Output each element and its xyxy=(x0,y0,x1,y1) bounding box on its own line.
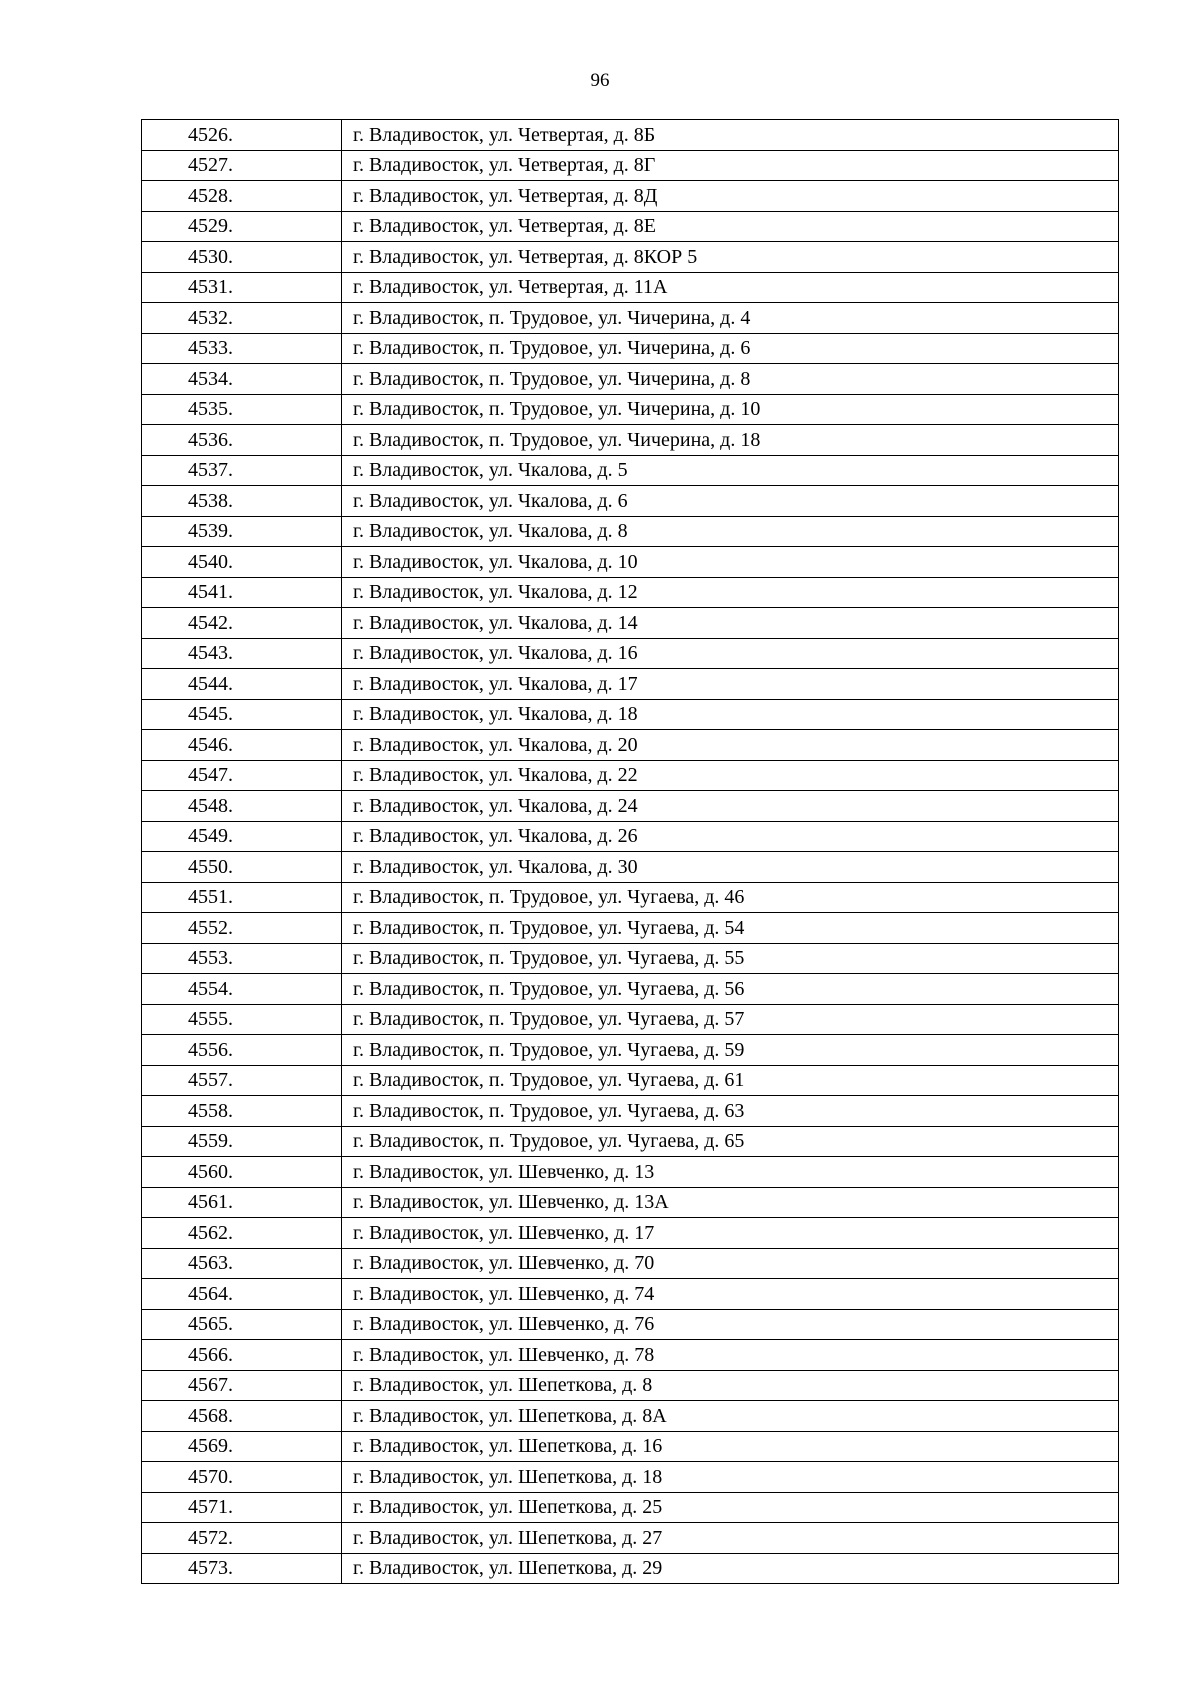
row-number: 4573. xyxy=(142,1553,342,1584)
table-row xyxy=(142,760,1119,791)
row-address: г. Владивосток, ул. Шевченко, д. 13А xyxy=(342,1187,1119,1218)
row-number: 4557. xyxy=(142,1065,342,1096)
row-number: 4540. xyxy=(142,547,342,578)
row-number: 4530. xyxy=(142,242,342,273)
row-number: 4569. xyxy=(142,1431,342,1462)
row-address: г. Владивосток, ул. Чкалова, д. 24 xyxy=(342,791,1119,822)
table-row xyxy=(142,1004,1119,1035)
table-row xyxy=(142,730,1119,761)
row-address: г. Владивосток, ул. Четвертая, д. 8Г xyxy=(342,150,1119,181)
row-number: 4559. xyxy=(142,1126,342,1157)
row-address: г. Владивосток, ул. Шевченко, д. 74 xyxy=(342,1279,1119,1310)
table-row xyxy=(142,1187,1119,1218)
table-row xyxy=(142,1279,1119,1310)
row-number: 4565. xyxy=(142,1309,342,1340)
row-number: 4534. xyxy=(142,364,342,395)
table-row xyxy=(142,1248,1119,1279)
row-address: г. Владивосток, п. Трудовое, ул. Чичерина, д. 8 xyxy=(342,364,1119,395)
row-number: 4567. xyxy=(142,1370,342,1401)
row-number: 4545. xyxy=(142,699,342,730)
table-row xyxy=(142,791,1119,822)
table-row xyxy=(142,821,1119,852)
row-address: г. Владивосток, ул. Четвертая, д. 8Д xyxy=(342,181,1119,212)
row-address: г. Владивосток, ул. Четвертая, д. 8КОР 5 xyxy=(342,242,1119,273)
table-row xyxy=(142,1126,1119,1157)
row-number: 4533. xyxy=(142,333,342,364)
row-address: г. Владивосток, ул. Чкалова, д. 5 xyxy=(342,455,1119,486)
row-address: г. Владивосток, п. Трудовое, ул. Чугаева, д. 63 xyxy=(342,1096,1119,1127)
table-row xyxy=(142,486,1119,517)
row-address: г. Владивосток, ул. Чкалова, д. 12 xyxy=(342,577,1119,608)
table-row xyxy=(142,455,1119,486)
table-row xyxy=(142,638,1119,669)
row-number: 4527. xyxy=(142,150,342,181)
row-number: 4529. xyxy=(142,211,342,242)
row-address: г. Владивосток, ул. Шепеткова, д. 8А xyxy=(342,1401,1119,1432)
row-address: г. Владивосток, п. Трудовое, ул. Чугаева, д. 65 xyxy=(342,1126,1119,1157)
row-address: г. Владивосток, ул. Чкалова, д. 18 xyxy=(342,699,1119,730)
table-row xyxy=(142,272,1119,303)
table-row xyxy=(142,394,1119,425)
row-number: 4560. xyxy=(142,1157,342,1188)
row-number: 4549. xyxy=(142,821,342,852)
table-row xyxy=(142,1309,1119,1340)
table-row xyxy=(142,547,1119,578)
row-address: г. Владивосток, ул. Шепеткова, д. 27 xyxy=(342,1523,1119,1554)
row-number: 4531. xyxy=(142,272,342,303)
row-number: 4542. xyxy=(142,608,342,639)
table-row xyxy=(142,1401,1119,1432)
row-number: 4562. xyxy=(142,1218,342,1249)
row-number: 4538. xyxy=(142,486,342,517)
row-number: 4556. xyxy=(142,1035,342,1066)
row-address: г. Владивосток, ул. Чкалова, д. 8 xyxy=(342,516,1119,547)
row-number: 4546. xyxy=(142,730,342,761)
row-number: 4539. xyxy=(142,516,342,547)
row-address: г. Владивосток, ул. Четвертая, д. 8Б xyxy=(342,120,1119,151)
row-number: 4563. xyxy=(142,1248,342,1279)
row-address: г. Владивосток, п. Трудовое, ул. Чичерина, д. 4 xyxy=(342,303,1119,334)
table-row xyxy=(142,852,1119,883)
table-row xyxy=(142,1218,1119,1249)
row-number: 4555. xyxy=(142,1004,342,1035)
row-number: 4554. xyxy=(142,974,342,1005)
row-address: г. Владивосток, ул. Шепеткова, д. 29 xyxy=(342,1553,1119,1584)
row-address: г. Владивосток, ул. Чкалова, д. 22 xyxy=(342,760,1119,791)
row-number: 4551. xyxy=(142,882,342,913)
row-address: г. Владивосток, п. Трудовое, ул. Чичерина, д. 10 xyxy=(342,394,1119,425)
table-row xyxy=(142,882,1119,913)
table-row xyxy=(142,181,1119,212)
row-address: г. Владивосток, ул. Шепеткова, д. 18 xyxy=(342,1462,1119,1493)
row-address: г. Владивосток, ул. Четвертая, д. 11А xyxy=(342,272,1119,303)
row-address: г. Владивосток, ул. Чкалова, д. 17 xyxy=(342,669,1119,700)
row-number: 4571. xyxy=(142,1492,342,1523)
row-address: г. Владивосток, ул. Чкалова, д. 14 xyxy=(342,608,1119,639)
row-address: г. Владивосток, п. Трудовое, ул. Чугаева, д. 57 xyxy=(342,1004,1119,1035)
row-address: г. Владивосток, ул. Чкалова, д. 16 xyxy=(342,638,1119,669)
row-address: г. Владивосток, ул. Шевченко, д. 13 xyxy=(342,1157,1119,1188)
row-number: 4552. xyxy=(142,913,342,944)
row-address: г. Владивосток, ул. Шевченко, д. 70 xyxy=(342,1248,1119,1279)
row-address: г. Владивосток, ул. Шепеткова, д. 8 xyxy=(342,1370,1119,1401)
table-row xyxy=(142,699,1119,730)
row-number: 4566. xyxy=(142,1340,342,1371)
row-number: 4568. xyxy=(142,1401,342,1432)
row-address: г. Владивосток, ул. Чкалова, д. 30 xyxy=(342,852,1119,883)
address-table-body xyxy=(142,120,1119,1584)
row-number: 4543. xyxy=(142,638,342,669)
row-address: г. Владивосток, п. Трудовое, ул. Чугаева, д. 59 xyxy=(342,1035,1119,1066)
row-address: г. Владивосток, ул. Четвертая, д. 8Е xyxy=(342,211,1119,242)
table-row xyxy=(142,943,1119,974)
row-number: 4561. xyxy=(142,1187,342,1218)
row-address: г. Владивосток, ул. Шевченко, д. 78 xyxy=(342,1340,1119,1371)
row-address: г. Владивосток, п. Трудовое, ул. Чугаева, д. 61 xyxy=(342,1065,1119,1096)
table-row xyxy=(142,669,1119,700)
row-number: 4572. xyxy=(142,1523,342,1554)
table-row xyxy=(142,1157,1119,1188)
table-row xyxy=(142,913,1119,944)
table-row xyxy=(142,1553,1119,1584)
row-number: 4537. xyxy=(142,455,342,486)
row-address: г. Владивосток, ул. Шепеткова, д. 25 xyxy=(342,1492,1119,1523)
row-address: г. Владивосток, ул. Шевченко, д. 17 xyxy=(342,1218,1119,1249)
row-address: г. Владивосток, п. Трудовое, ул. Чичерина, д. 6 xyxy=(342,333,1119,364)
row-number: 4550. xyxy=(142,852,342,883)
table-row xyxy=(142,608,1119,639)
table-row xyxy=(142,1340,1119,1371)
row-address: г. Владивосток, п. Трудовое, ул. Чугаева, д. 56 xyxy=(342,974,1119,1005)
row-number: 4544. xyxy=(142,669,342,700)
table-row xyxy=(142,303,1119,334)
row-address: г. Владивосток, ул. Шевченко, д. 76 xyxy=(342,1309,1119,1340)
table-row xyxy=(142,516,1119,547)
row-number: 4558. xyxy=(142,1096,342,1127)
page-number: 96 xyxy=(590,70,610,91)
row-number: 4541. xyxy=(142,577,342,608)
row-address: г. Владивосток, ул. Шепеткова, д. 16 xyxy=(342,1431,1119,1462)
table-row xyxy=(142,577,1119,608)
table-row xyxy=(142,333,1119,364)
table-row xyxy=(142,974,1119,1005)
table-row xyxy=(142,1492,1119,1523)
row-address: г. Владивосток, п. Трудовое, ул. Чугаева, д. 46 xyxy=(342,882,1119,913)
row-number: 4564. xyxy=(142,1279,342,1310)
table-row xyxy=(142,1523,1119,1554)
row-number: 4547. xyxy=(142,760,342,791)
row-address: г. Владивосток, ул. Чкалова, д. 6 xyxy=(342,486,1119,517)
table-row xyxy=(142,1462,1119,1493)
table-row xyxy=(142,211,1119,242)
table-row xyxy=(142,364,1119,395)
table-row xyxy=(142,1370,1119,1401)
table-row xyxy=(142,150,1119,181)
row-address: г. Владивосток, ул. Чкалова, д. 10 xyxy=(342,547,1119,578)
row-number: 4526. xyxy=(142,120,342,151)
table-row xyxy=(142,1035,1119,1066)
row-number: 4548. xyxy=(142,791,342,822)
row-number: 4536. xyxy=(142,425,342,456)
row-number: 4535. xyxy=(142,394,342,425)
table-row xyxy=(142,425,1119,456)
row-address: г. Владивосток, ул. Чкалова, д. 20 xyxy=(342,730,1119,761)
table-row xyxy=(142,242,1119,273)
row-address: г. Владивосток, п. Трудовое, ул. Чугаева, д. 54 xyxy=(342,913,1119,944)
table-row xyxy=(142,1431,1119,1462)
row-address: г. Владивосток, п. Трудовое, ул. Чугаева, д. 55 xyxy=(342,943,1119,974)
table-row xyxy=(142,1096,1119,1127)
table-row xyxy=(142,1065,1119,1096)
row-address: г. Владивосток, ул. Чкалова, д. 26 xyxy=(342,821,1119,852)
row-number: 4532. xyxy=(142,303,342,334)
row-address: г. Владивосток, п. Трудовое, ул. Чичерина, д. 18 xyxy=(342,425,1119,456)
row-number: 4570. xyxy=(142,1462,342,1493)
address-table xyxy=(141,119,1119,1584)
row-number: 4553. xyxy=(142,943,342,974)
row-number: 4528. xyxy=(142,181,342,212)
table-row xyxy=(142,120,1119,151)
